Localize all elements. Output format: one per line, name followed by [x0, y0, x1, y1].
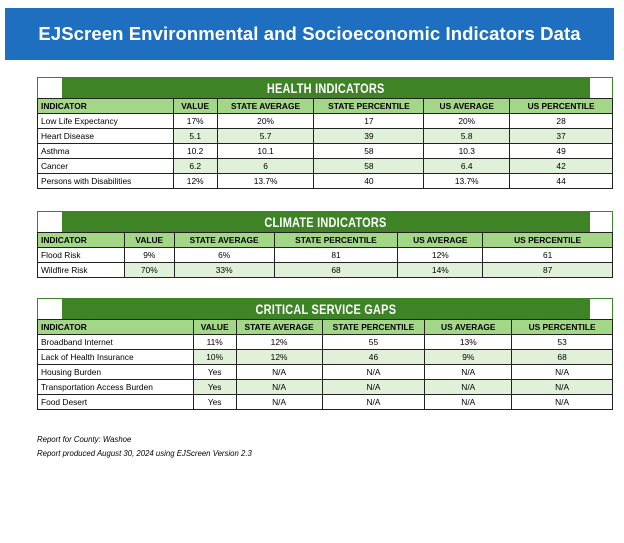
- column-header: US AVERAGE: [424, 99, 510, 114]
- indicator-name: Lack of Health Insurance: [38, 350, 194, 365]
- report-county-note: Report for County: Washoe: [37, 435, 132, 444]
- indicator-name: Broadband Internet: [38, 335, 194, 350]
- indicator-name: Persons with Disabilities: [38, 174, 174, 189]
- table-cell: 12%: [236, 335, 322, 350]
- report-title: EJScreen Environmental and Socioeconomic Indicators Data: [38, 23, 581, 44]
- table-cell: N/A: [322, 365, 425, 380]
- indicator-name: Wildfire Risk: [38, 263, 125, 278]
- column-header: US PERCENTILE: [510, 99, 613, 114]
- table-cell: 12%: [398, 248, 483, 263]
- table-header-row: [38, 99, 613, 114]
- indicator-name: Flood Risk: [38, 248, 125, 263]
- table-cell: 6.2: [173, 159, 217, 174]
- indicator-name: Heart Disease: [38, 129, 174, 144]
- column-header: US PERCENTILE: [512, 320, 613, 335]
- table-cell: 20%: [217, 114, 314, 129]
- table-row: [38, 395, 613, 410]
- column-header: VALUE: [173, 99, 217, 114]
- table-cell: 68: [512, 350, 613, 365]
- table-row: [38, 248, 613, 263]
- table-cell: 6.4: [424, 159, 510, 174]
- table-row: [38, 129, 613, 144]
- table-row: [38, 380, 613, 395]
- column-header: VALUE: [193, 320, 236, 335]
- indicator-name: Transportation Access Burden: [38, 380, 194, 395]
- indicator-name: Food Desert: [38, 395, 194, 410]
- table-cell: 33%: [174, 263, 274, 278]
- table-cell: 70%: [124, 263, 174, 278]
- health-section-title: HEALTH INDICATORS: [61, 78, 590, 99]
- column-header: STATE AVERAGE: [217, 99, 314, 114]
- table-cell: 37: [510, 129, 613, 144]
- table-cell: 53: [512, 335, 613, 350]
- column-header: US AVERAGE: [425, 320, 512, 335]
- column-header: US PERCENTILE: [483, 233, 613, 248]
- table-cell: N/A: [322, 380, 425, 395]
- table-cell: 10.3: [424, 144, 510, 159]
- table-row: [38, 159, 613, 174]
- table-cell: 10.2: [173, 144, 217, 159]
- indicator-name: Housing Burden: [38, 365, 194, 380]
- column-header: STATE PERCENTILE: [314, 99, 424, 114]
- table-cell: 17: [314, 114, 424, 129]
- table-cell: 49: [510, 144, 613, 159]
- table-cell: 17%: [173, 114, 217, 129]
- table-cell: N/A: [236, 395, 322, 410]
- table-cell: 5.1: [173, 129, 217, 144]
- table-row: [38, 144, 613, 159]
- column-header: STATE AVERAGE: [236, 320, 322, 335]
- table-cell: N/A: [425, 365, 512, 380]
- table-cell: N/A: [512, 395, 613, 410]
- table-cell: N/A: [425, 380, 512, 395]
- table-cell: 11%: [193, 335, 236, 350]
- table-cell: 13%: [425, 335, 512, 350]
- table-cell: 58: [314, 144, 424, 159]
- indicator-name: Asthma: [38, 144, 174, 159]
- column-header: STATE PERCENTILE: [322, 320, 425, 335]
- table-cell: 5.8: [424, 129, 510, 144]
- table-cell: 42: [510, 159, 613, 174]
- table-cell: 61: [483, 248, 613, 263]
- column-header: INDICATOR: [38, 233, 125, 248]
- table-cell: 9%: [425, 350, 512, 365]
- table-cell: N/A: [512, 380, 613, 395]
- column-header: STATE AVERAGE: [174, 233, 274, 248]
- table-cell: 6%: [174, 248, 274, 263]
- climate-section-title: CLIMATE INDICATORS: [61, 212, 590, 233]
- table-cell: 81: [274, 248, 398, 263]
- table-cell: 44: [510, 174, 613, 189]
- table-cell: 9%: [124, 248, 174, 263]
- table-cell: 12%: [236, 350, 322, 365]
- table-cell: 10%: [193, 350, 236, 365]
- table-cell: 46: [322, 350, 425, 365]
- table-row: [38, 263, 613, 278]
- column-header: VALUE: [124, 233, 174, 248]
- column-header: INDICATOR: [38, 320, 194, 335]
- health-indicators-table: [37, 77, 613, 189]
- table-cell: 55: [322, 335, 425, 350]
- column-header: INDICATOR: [38, 99, 174, 114]
- table-row: [38, 114, 613, 129]
- table-cell: 28: [510, 114, 613, 129]
- report-produced-note: Report produced August 30, 2024 using EJScreen Version 2.3: [37, 449, 252, 458]
- table-cell: 40: [314, 174, 424, 189]
- critical-service-gaps-table: [37, 298, 613, 410]
- table-row: [38, 335, 613, 350]
- table-cell: 58: [314, 159, 424, 174]
- table-cell: 68: [274, 263, 398, 278]
- report-banner: [5, 8, 614, 60]
- table-cell: N/A: [512, 365, 613, 380]
- column-header: US AVERAGE: [398, 233, 483, 248]
- table-cell: 12%: [173, 174, 217, 189]
- table-cell: 6: [217, 159, 314, 174]
- table-cell: 39: [314, 129, 424, 144]
- table-cell: 20%: [424, 114, 510, 129]
- table-cell: N/A: [236, 380, 322, 395]
- table-cell: N/A: [236, 365, 322, 380]
- column-header: STATE PERCENTILE: [274, 233, 398, 248]
- indicator-name: Cancer: [38, 159, 174, 174]
- table-cell: Yes: [193, 365, 236, 380]
- table-cell: 87: [483, 263, 613, 278]
- table-cell: N/A: [322, 395, 425, 410]
- table-cell: Yes: [193, 380, 236, 395]
- table-cell: 13.7%: [217, 174, 314, 189]
- table-cell: 5.7: [217, 129, 314, 144]
- table-header-row: [38, 320, 613, 335]
- table-row: [38, 174, 613, 189]
- table-cell: N/A: [425, 395, 512, 410]
- table-cell: 14%: [398, 263, 483, 278]
- table-cell: 10.1: [217, 144, 314, 159]
- table-row: [38, 365, 613, 380]
- service-section-title: CRITICAL SERVICE GAPS: [61, 299, 590, 320]
- table-row: [38, 350, 613, 365]
- indicator-name: Low Life Expectancy: [38, 114, 174, 129]
- table-header-row: [38, 233, 613, 248]
- table-cell: Yes: [193, 395, 236, 410]
- climate-indicators-table: [37, 211, 613, 278]
- table-cell: 13.7%: [424, 174, 510, 189]
